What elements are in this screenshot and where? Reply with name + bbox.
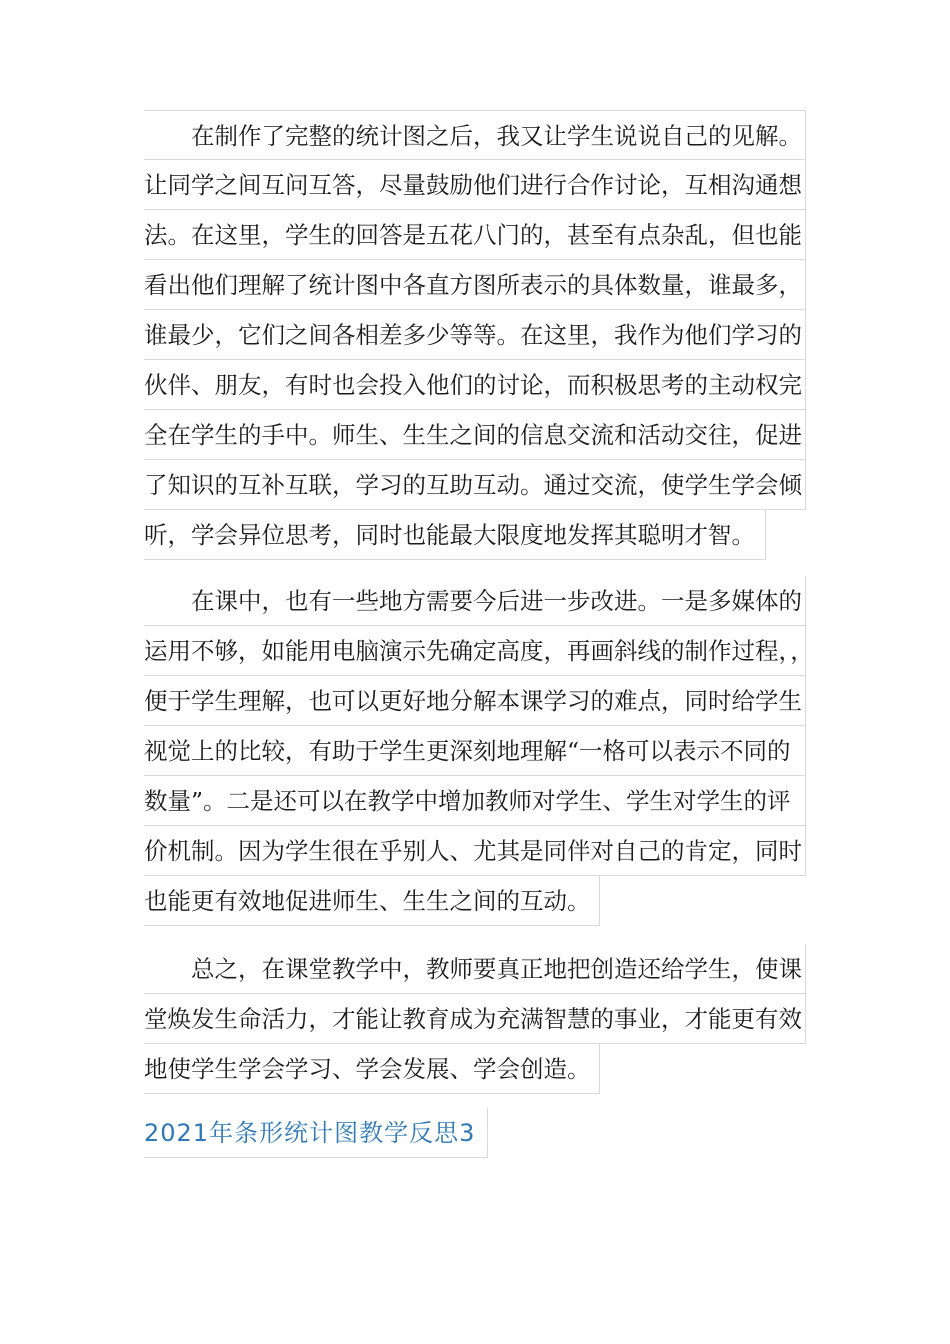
paragraph-line: 看出他们理解了统计图中各直方图所表示的具体数量，谁最多， [144, 260, 806, 310]
section-heading: 2021年条形统计图教学反思3 [144, 1108, 488, 1158]
paragraph-3 [144, 944, 806, 1094]
paragraph-2 [144, 576, 814, 926]
paragraph-line: 法。在这里，学生的回答是五花八门的，甚至有点杂乱，但也能 [144, 210, 806, 260]
paragraph-line: 视觉上的比较，有助于学生更深刻地理解“一格可以表示不同的 [144, 726, 806, 776]
paragraph-line: 运用不够，如能用电脑演示先确定高度，再画斜线的制作过程，， [144, 626, 806, 676]
paragraph-line: 伙伴、朋友，有时也会投入他们的讨论，而积极思考的主动权完 [144, 360, 806, 410]
paragraph-line: 价机制。因为学生很在乎别人、尤其是同伴对自己的肯定，同时 [144, 826, 806, 876]
paragraph-line: 听，学会异位思考，同时也能最大限度地发挥其聪明才智。 [144, 510, 766, 560]
paragraph-line: 也能更有效地促进师生、生生之间的互动。 [144, 876, 600, 926]
paragraph-line: 便于学生理解，也可以更好地分解本课学习的难点，同时给学生 [144, 676, 806, 726]
paragraph-line: 全在学生的手中。师生、生生之间的信息交流和活动交往，促进 [144, 410, 806, 460]
paragraph-line: 在制作了完整的统计图之后，我又让学生说说自己的见解。 [144, 110, 806, 160]
paragraph-1 [144, 110, 806, 560]
paragraph-line: 数量”。二是还可以在教学中增加教师对学生、学生对学生的评 [144, 776, 806, 826]
paragraph-line: 在课中，也有一些地方需要今后进一步改进。一是多媒体的 [144, 576, 806, 626]
paragraph-line: 让同学之间互问互答，尽量鼓励他们进行合作讨论，互相沟通想 [144, 160, 806, 210]
paragraph-line: 谁最少，它们之间各相差多少等等。在这里，我作为他们学习的 [144, 310, 806, 360]
paragraph-line: 堂焕发生命活力，才能让教育成为充满智慧的事业，才能更有效 [144, 994, 806, 1044]
paragraph-line: 了知识的互补互联，学习的互助互动。通过交流，使学生学会倾 [144, 460, 806, 510]
paragraph-line: 总之，在课堂教学中，教师要真正地把创造还给学生，使课 [144, 944, 806, 994]
paragraph-line: 地使学生学会学习、学会发展、学会创造。 [144, 1044, 600, 1094]
